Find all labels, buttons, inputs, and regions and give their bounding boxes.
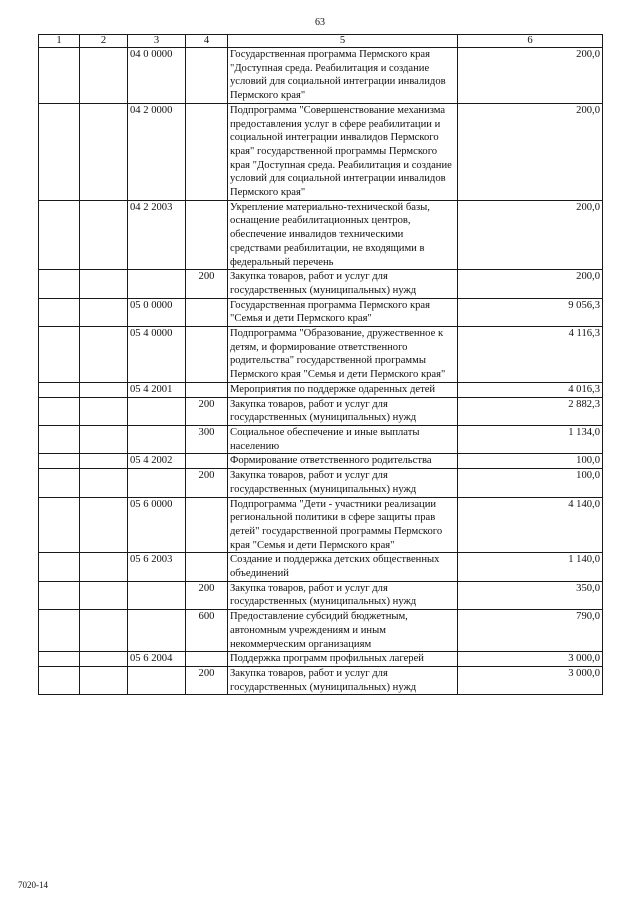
expense-type-code: [186, 382, 228, 397]
item-name: Государственная программа Пермского края "Семья и дети Пермского края": [228, 298, 458, 326]
amount-value: 200,0: [458, 103, 603, 200]
item-name: Закупка товаров, работ и услуг для государственных (муниципальных) нужд: [228, 581, 458, 609]
table-row: [39, 469, 603, 497]
cell-col-2: [80, 454, 128, 469]
cell-col-2: [80, 652, 128, 667]
amount-value: 200,0: [458, 270, 603, 298]
cell-col-2: [80, 425, 128, 453]
cell-col-2: [80, 270, 128, 298]
expense-type-code: 600: [186, 610, 228, 652]
amount-value: 4 016,3: [458, 382, 603, 397]
item-name: Создание и поддержка детских общественных объединений: [228, 553, 458, 581]
cell-col-2: [80, 610, 128, 652]
table-header-row: [39, 35, 603, 48]
item-name: Мероприятия по поддержке одаренных детей: [228, 382, 458, 397]
target-article-code: [128, 610, 186, 652]
item-name: Закупка товаров, работ и услуг для государственных (муниципальных) нужд: [228, 270, 458, 298]
amount-value: 200,0: [458, 200, 603, 270]
amount-value: 100,0: [458, 469, 603, 497]
target-article-code: 05 6 0000: [128, 497, 186, 553]
cell-col-2: [80, 469, 128, 497]
cell-col-2: [80, 382, 128, 397]
table-row: [39, 382, 603, 397]
cell-col-1: [39, 327, 80, 383]
column-header-1: 1: [39, 35, 80, 48]
table-row: [39, 652, 603, 667]
cell-col-1: [39, 425, 80, 453]
cell-col-1: [39, 397, 80, 425]
table-row: [39, 553, 603, 581]
target-article-code: 05 4 0000: [128, 327, 186, 383]
cell-col-1: [39, 382, 80, 397]
amount-value: 9 056,3: [458, 298, 603, 326]
cell-col-1: [39, 103, 80, 200]
expense-type-code: 300: [186, 425, 228, 453]
expense-type-code: [186, 298, 228, 326]
table-row: [39, 666, 603, 694]
cell-col-1: [39, 652, 80, 667]
target-article-code: [128, 581, 186, 609]
cell-col-2: [80, 666, 128, 694]
table-row: [39, 327, 603, 383]
item-name: Закупка товаров, работ и услуг для государственных (муниципальных) нужд: [228, 397, 458, 425]
item-name: Подпрограмма "Совершенствование механизма предоставления услуг в сфере реабилитации и социальной интеграции инвалидов Пермского края" государственной программы Пермского края "Доступная среда. Реабилитация и создание условий для социальной интеграции инвалидов Пермского края": [228, 103, 458, 200]
column-header-6: 6: [458, 35, 603, 48]
target-article-code: 05 6 2004: [128, 652, 186, 667]
target-article-code: 04 2 2003: [128, 200, 186, 270]
target-article-code: 04 2 0000: [128, 103, 186, 200]
cell-col-1: [39, 200, 80, 270]
target-article-code: 05 0 0000: [128, 298, 186, 326]
amount-value: 350,0: [458, 581, 603, 609]
cell-col-2: [80, 298, 128, 326]
cell-col-2: [80, 200, 128, 270]
amount-value: 2 882,3: [458, 397, 603, 425]
cell-col-2: [80, 48, 128, 104]
target-article-code: [128, 469, 186, 497]
cell-col-1: [39, 270, 80, 298]
target-article-code: [128, 270, 186, 298]
amount-value: 1 140,0: [458, 553, 603, 581]
item-name: Закупка товаров, работ и услуг для государственных (муниципальных) нужд: [228, 666, 458, 694]
amount-value: 100,0: [458, 454, 603, 469]
expense-type-code: [186, 200, 228, 270]
cell-col-1: [39, 666, 80, 694]
cell-col-1: [39, 469, 80, 497]
cell-col-2: [80, 397, 128, 425]
item-name: Социальное обеспечение и иные выплаты населению: [228, 425, 458, 453]
item-name: Подпрограмма "Дети - участники реализации региональной политики в сфере защиты прав детей" государственной программы Пермского края "Семья и дети Пермского края": [228, 497, 458, 553]
item-name: Закупка товаров, работ и услуг для государственных (муниципальных) нужд: [228, 469, 458, 497]
footer-code: 7020-14: [18, 880, 48, 890]
column-header-3: 3: [128, 35, 186, 48]
table-row: [39, 103, 603, 200]
column-header-4: 4: [186, 35, 228, 48]
table-row: [39, 298, 603, 326]
table-row: [39, 48, 603, 104]
expense-type-code: [186, 454, 228, 469]
page-number: 63: [315, 17, 325, 28]
cell-col-1: [39, 298, 80, 326]
expense-type-code: 200: [186, 666, 228, 694]
item-name: Государственная программа Пермского края "Доступная среда. Реабилитация и создание условий для социальной интеграции инвалидов Пермского края": [228, 48, 458, 104]
expense-type-code: [186, 652, 228, 667]
expense-type-code: 200: [186, 581, 228, 609]
expense-type-code: [186, 553, 228, 581]
amount-value: 790,0: [458, 610, 603, 652]
table-row: [39, 397, 603, 425]
expense-type-code: [186, 48, 228, 104]
table-row: [39, 200, 603, 270]
item-name: Предоставление субсидий бюджетным, автономным учреждениям и иным некоммерческим организациям: [228, 610, 458, 652]
table-body: [39, 48, 603, 695]
cell-col-1: [39, 553, 80, 581]
amount-value: 4 116,3: [458, 327, 603, 383]
column-header-5: 5: [228, 35, 458, 48]
cell-col-2: [80, 553, 128, 581]
amount-value: 1 134,0: [458, 425, 603, 453]
cell-col-2: [80, 103, 128, 200]
amount-value: 4 140,0: [458, 497, 603, 553]
table-row: [39, 497, 603, 553]
expense-type-code: [186, 103, 228, 200]
target-article-code: [128, 666, 186, 694]
item-name: Поддержка программ профильных лагерей: [228, 652, 458, 667]
expense-type-code: 200: [186, 397, 228, 425]
target-article-code: 05 4 2001: [128, 382, 186, 397]
cell-col-2: [80, 497, 128, 553]
cell-col-1: [39, 497, 80, 553]
table-row: [39, 425, 603, 453]
target-article-code: [128, 397, 186, 425]
table-row: [39, 610, 603, 652]
target-article-code: 05 6 2003: [128, 553, 186, 581]
cell-col-1: [39, 48, 80, 104]
cell-col-2: [80, 327, 128, 383]
expense-type-code: [186, 497, 228, 553]
cell-col-1: [39, 454, 80, 469]
table-row: [39, 454, 603, 469]
table-row: [39, 581, 603, 609]
target-article-code: 04 0 0000: [128, 48, 186, 104]
amount-value: 3 000,0: [458, 666, 603, 694]
item-name: Подпрограмма "Образование, дружественное к детям, и формирование ответственного родительства" государственной программы Пермского края "Семья и дети Пермского края": [228, 327, 458, 383]
expense-type-code: 200: [186, 469, 228, 497]
target-article-code: 05 4 2002: [128, 454, 186, 469]
expense-type-code: [186, 327, 228, 383]
column-header-2: 2: [80, 35, 128, 48]
cell-col-2: [80, 581, 128, 609]
target-article-code: [128, 425, 186, 453]
item-name: Укрепление материально-технической базы, оснащение реабилитационных центров, обеспечение инвалидов техническими средствами реабилитации, не входящими в федеральный перечень: [228, 200, 458, 270]
amount-value: 200,0: [458, 48, 603, 104]
cell-col-1: [39, 610, 80, 652]
item-name: Формирование ответственного родительства: [228, 454, 458, 469]
expense-type-code: 200: [186, 270, 228, 298]
budget-table: [38, 34, 603, 695]
table-row: [39, 270, 603, 298]
cell-col-1: [39, 581, 80, 609]
amount-value: 3 000,0: [458, 652, 603, 667]
